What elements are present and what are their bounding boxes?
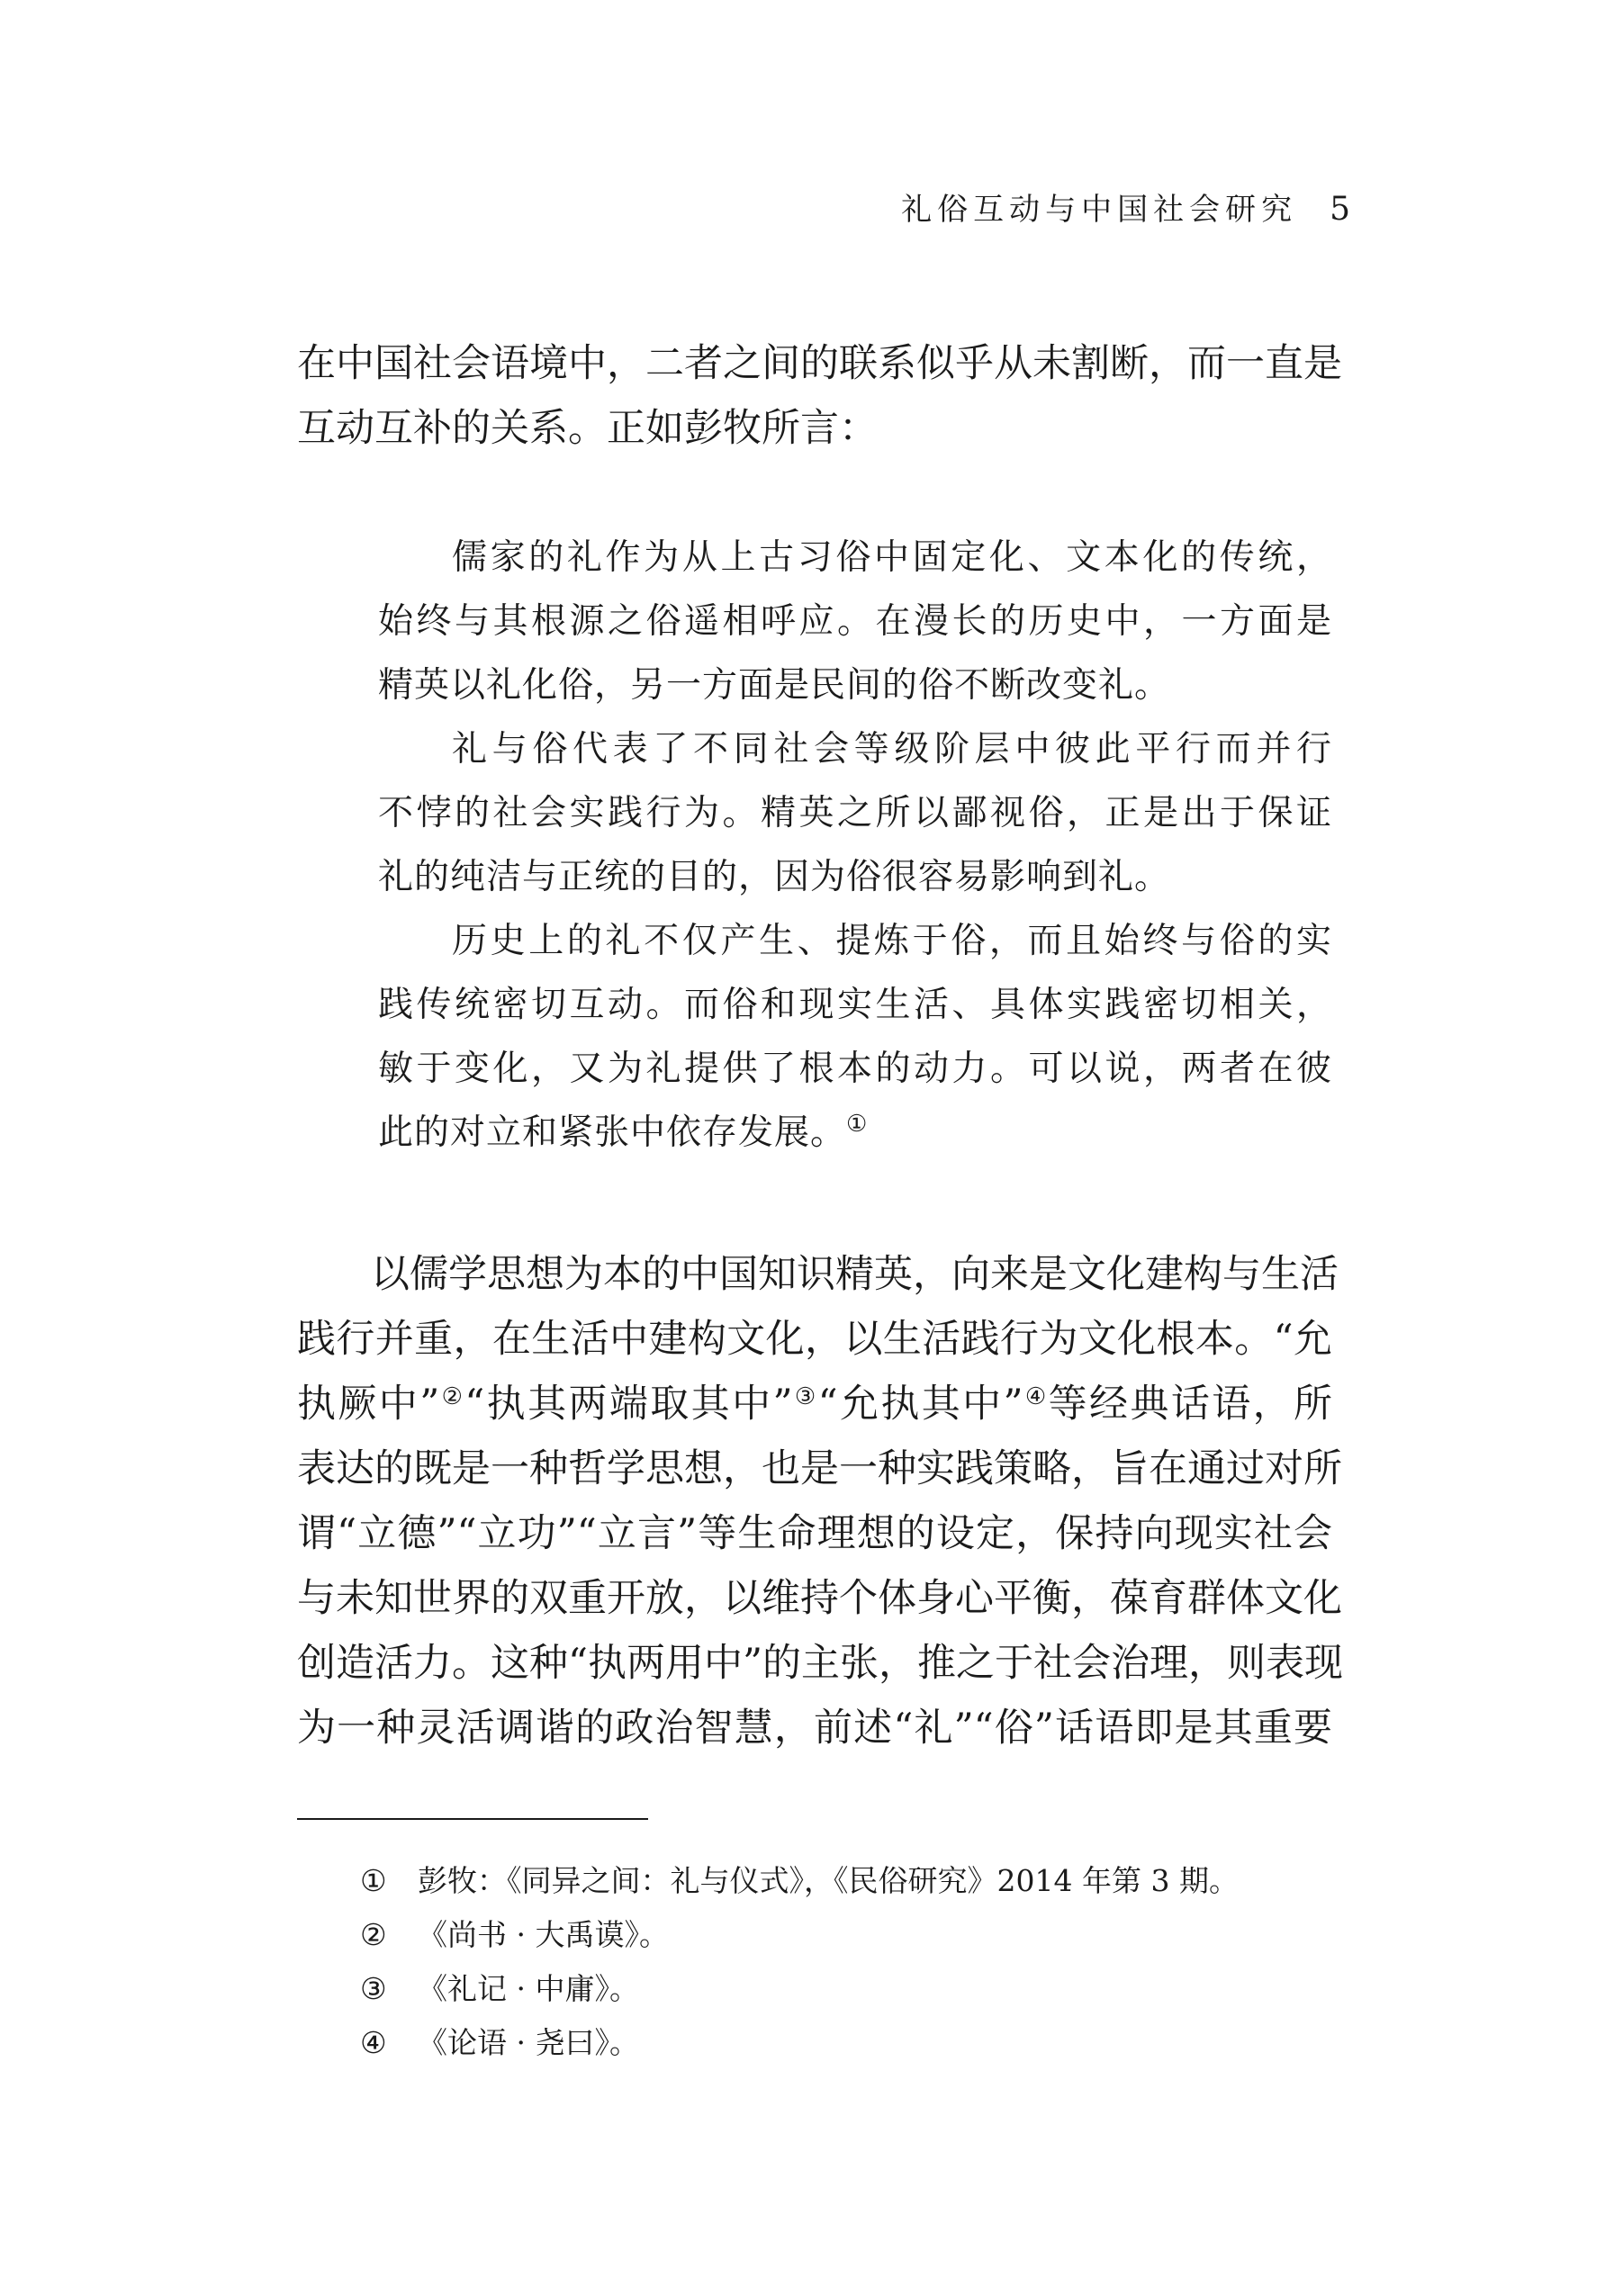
- footnote-divider: [297, 1818, 648, 1820]
- text-line: 谓“立德”“立功”“立言”等生命理想的设定，保持向现实社会: [297, 1511, 1332, 1556]
- text-line: 创造活力。这种“执两用中”的主张，推之于社会治理，则表现: [297, 1641, 1343, 1686]
- footnote-item: [360, 1962, 1239, 2016]
- text-line: 互动互补的关系。正如彭牧所言：: [297, 406, 878, 451]
- quote-line: 儒家的礼作为从上古习俗中固定化、文本化的传统，: [452, 537, 1332, 578]
- running-header: [901, 185, 1350, 229]
- text-line: [297, 1372, 1332, 1436]
- text-line: 以儒学思想为本的中国知识精英，向来是文化建构与生活: [371, 1252, 1339, 1297]
- body-paragraph: [297, 1242, 1343, 1760]
- quote-line: 敏于变化，又为礼提供了根本的动力。可以说，两者在彼: [378, 1049, 1332, 1089]
- footnote-ref[interactable]: ③: [792, 1383, 818, 1410]
- intro-paragraph: [297, 331, 1342, 461]
- quote-line: 礼与俗代表了不同社会等级阶层中彼此平行而并行: [452, 729, 1332, 770]
- quote-text: 此的对立和紧张中依存发展。: [378, 1112, 847, 1153]
- quote-line: 礼的纯洁与正统的目的，因为俗很容易影响到礼。: [378, 857, 1171, 897]
- text-segment: “允执其中”: [817, 1382, 1023, 1427]
- quote-line: 始终与其根源之俗遥相呼应。在漫长的历史中，一方面是: [378, 601, 1332, 642]
- quote-line: 不悖的社会实践行为。精英之所以鄙视俗，正是出于保证: [378, 793, 1332, 833]
- footnote-ref[interactable]: ②: [439, 1383, 465, 1410]
- footnote-mark: ④: [360, 2025, 387, 2060]
- quote-line: [378, 1101, 1332, 1165]
- text-segment: 执厥中”: [297, 1382, 440, 1427]
- text-line: 在中国社会语境中，二者之间的联系似乎从未割断，而一直是: [297, 341, 1342, 386]
- text-segment: 等经典话语，所: [1048, 1382, 1333, 1427]
- footnote-item: [360, 2016, 1239, 2070]
- quote-line: 历史上的礼不仅产生、提炼于俗，而且始终与俗的实: [452, 921, 1332, 961]
- page-number: 5: [1330, 191, 1350, 228]
- footnote-ref[interactable]: ①: [846, 1111, 869, 1138]
- footnote-mark: ③: [360, 1971, 387, 2006]
- footnote-ref[interactable]: ④: [1023, 1383, 1049, 1410]
- footnote-text: 彭牧：《同异之间：礼与仪式》，《民俗研究》2014 年第 3 期。: [418, 1863, 1239, 1898]
- running-title: 礼俗互动与中国社会研究: [901, 192, 1298, 228]
- footnote-text: 《礼记 · 中庸》。: [418, 1971, 639, 2006]
- footnote-item: [360, 1908, 1239, 1962]
- text-line: 践行并重，在生活中建构文化，以生活践行为文化根本。“允: [297, 1317, 1332, 1362]
- footnote-text: 《尚书 · 大禹谟》。: [418, 1917, 669, 1952]
- text-line: 表达的既是一种哲学思想，也是一种实践策略，旨在通过对所: [297, 1446, 1342, 1491]
- quote-line: 践传统密切互动。而俗和现实生活、具体实践密切相关，: [378, 985, 1332, 1025]
- text-segment: “执其两端取其中”: [464, 1382, 793, 1427]
- footnote-item: [360, 1854, 1239, 1908]
- text-line: 与未知世界的双重开放，以维持个体身心平衡，葆育群体文化: [297, 1576, 1342, 1621]
- footnotes: [360, 1854, 1239, 2070]
- text-line: 为一种灵活调谐的政治智慧，前述“礼”“俗”话语即是其重要: [297, 1706, 1332, 1751]
- block-quote: [378, 526, 1332, 1165]
- footnote-mark: ①: [360, 1863, 387, 1898]
- footnote-text: 《论语 · 尧曰》。: [418, 2025, 639, 2060]
- quote-line: 精英以礼化俗，另一方面是民间的俗不断改变礼。: [378, 665, 1171, 706]
- footnote-mark: ②: [360, 1917, 387, 1952]
